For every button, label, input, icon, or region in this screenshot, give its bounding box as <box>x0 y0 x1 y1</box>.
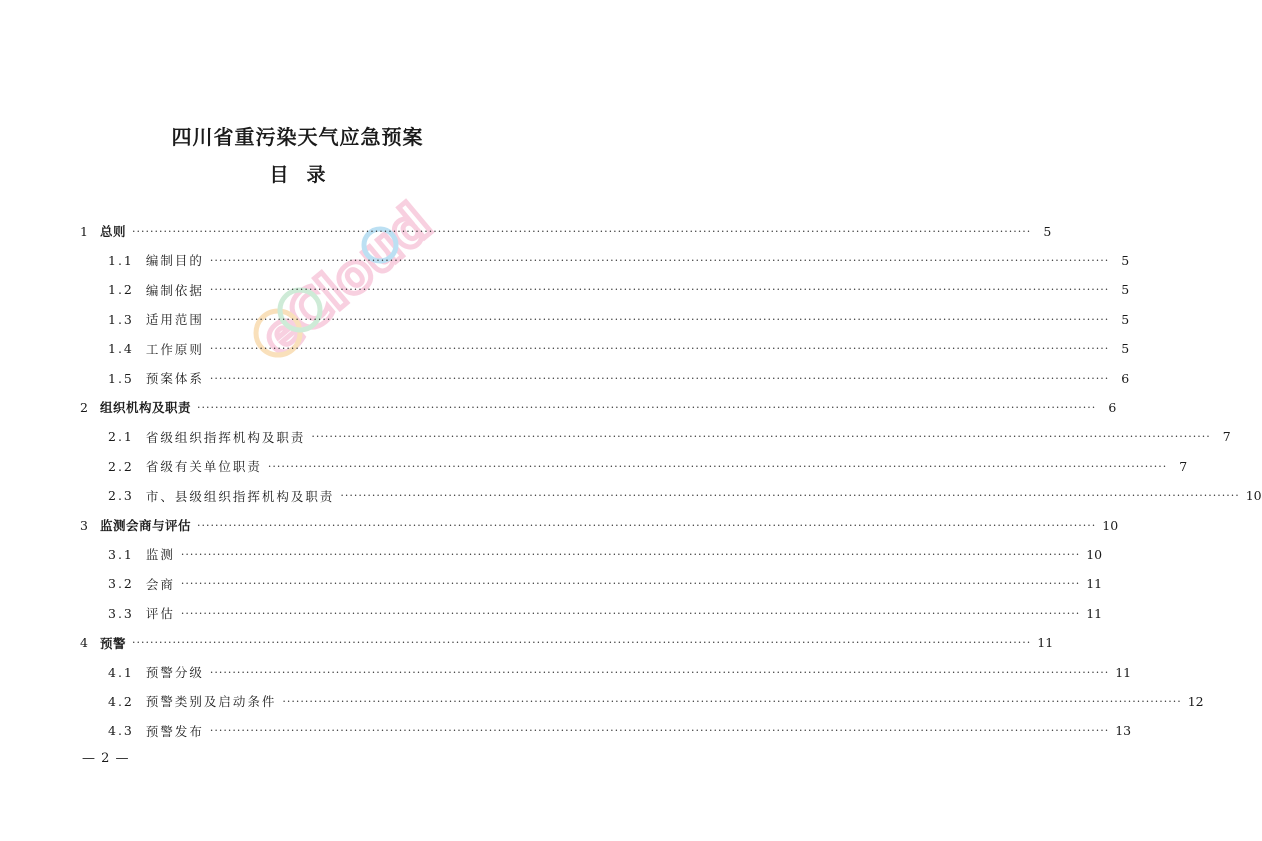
toc-entry-page: 5 <box>1121 282 1130 298</box>
toc-entry-number: 2.2 <box>108 458 134 474</box>
toc-entry-page: 10 <box>1086 546 1103 562</box>
page-title: 四川省重污染天气应急预案 <box>171 125 424 149</box>
toc-entry-label: 组织机构及职责 <box>99 400 191 416</box>
toc-entry-page: 6 <box>1108 399 1117 415</box>
toc-entry-page: 13 <box>1115 723 1132 739</box>
toc-entry <box>108 543 1103 565</box>
toc-entry-label: 评估 <box>145 606 175 622</box>
toc-entry-label: 预案体系 <box>145 371 204 386</box>
toc-dot-leader: ········································································································································································································ <box>340 489 1240 503</box>
toc-entry-page: 7 <box>1179 458 1188 474</box>
page-number-footer: — 2 — <box>82 751 130 766</box>
toc-entry-number: 2.1 <box>108 429 134 445</box>
toc-entry-number: 4.2 <box>108 693 134 709</box>
toc-entry-label: 工作原则 <box>145 341 204 357</box>
toc-entry-label: 预警 <box>99 635 126 651</box>
toc-entry <box>108 720 1132 742</box>
toc-entry-number: 2 <box>80 399 90 415</box>
toc-dot-leader: ········································································································································································································ <box>209 283 1110 297</box>
toc-dot-leader: ········································································································································································································ <box>196 400 1097 414</box>
toc-entry-number: 1.1 <box>108 252 134 268</box>
toc-entry-number: 3 <box>80 517 90 533</box>
toc-entry-number: 1.4 <box>108 341 134 357</box>
toc-dot-leader: ········································································································································································································ <box>180 577 1081 591</box>
toc-entry <box>108 279 1130 301</box>
toc-entry <box>108 661 1132 683</box>
watermark-text: eCloud <box>250 193 443 369</box>
toc-entry <box>80 396 1117 418</box>
toc-entry-page: 11 <box>1086 605 1103 621</box>
toc-dot-leader: ········································································································································································································ <box>209 312 1110 326</box>
toc-entry-label: 预警类别及启动条件 <box>145 694 277 710</box>
toc-entry-page: 5 <box>1121 311 1130 327</box>
toc-entry-page: 12 <box>1187 693 1204 709</box>
toc-entry-number: 1 <box>80 223 90 239</box>
toc-entry <box>80 514 1119 536</box>
toc-entry <box>108 573 1103 595</box>
toc-entry-number: 4.3 <box>108 723 134 739</box>
toc-dot-leader: ········································································································································································································ <box>209 724 1110 738</box>
toc-dot-leader: ········································································································································································································ <box>209 665 1110 679</box>
toc-entry <box>108 426 1231 448</box>
toc-heading: 目录 <box>269 164 344 186</box>
toc-entry-label: 省级有关单位职责 <box>145 459 262 475</box>
toc-entry-page: 5 <box>1043 223 1052 239</box>
toc-entry <box>80 632 1054 654</box>
toc-dot-leader: ········································································································································································································ <box>311 430 1211 444</box>
toc-entry <box>80 220 1052 242</box>
toc-dot-leader: ········································································································································································································ <box>131 636 1032 650</box>
toc-entry-label: 市、县级组织指挥机构及职责 <box>145 488 335 504</box>
toc-entry <box>108 485 1262 507</box>
toc-entry-label: 监测 <box>145 547 175 563</box>
toc-dot-leader: ········································································································································································································ <box>209 253 1110 267</box>
toc-entry-number: 3.2 <box>108 576 134 592</box>
toc-entry-page: 11 <box>1086 576 1103 592</box>
toc-dot-leader: ········································································································································································································ <box>267 459 1168 473</box>
toc-entry-page: 5 <box>1121 341 1130 357</box>
toc-entry-page: 6 <box>1121 370 1130 386</box>
toc-entry <box>108 602 1103 624</box>
toc-entry-number: 1.3 <box>108 311 134 327</box>
toc-entry <box>108 455 1188 477</box>
toc-dot-leader: ········································································································································································································ <box>209 342 1110 356</box>
toc-entry-page: 10 <box>1245 488 1262 504</box>
toc-entry-label: 会商 <box>145 576 175 592</box>
toc-dot-leader: ········································································································································································································ <box>209 371 1110 385</box>
toc-entry-label: 适用范围 <box>145 312 204 328</box>
toc-entry-page: 11 <box>1037 635 1054 651</box>
toc-entry <box>108 690 1204 712</box>
toc-entry-label: 预警发布 <box>145 723 204 739</box>
toc-entry-label: 省级组织指挥机构及职责 <box>145 429 306 445</box>
toc-dot-leader: ········································································································································································································ <box>180 547 1081 561</box>
toc-dot-leader: ········································································································································································································ <box>131 224 1032 238</box>
toc-entry <box>108 338 1130 360</box>
toc-entry-number: 2.3 <box>108 488 134 504</box>
toc-entry-page: 7 <box>1222 429 1231 445</box>
toc-entry-number: 3.3 <box>108 605 134 621</box>
toc-entry <box>108 367 1130 389</box>
toc-entry-label: 编制依据 <box>145 282 204 298</box>
toc-entry-label: 预警分级 <box>145 665 204 680</box>
toc-entry-page: 11 <box>1115 664 1132 680</box>
toc-entry-number: 1.5 <box>108 370 134 386</box>
toc-entry-label: 编制目的 <box>145 253 204 269</box>
toc-entry-label: 监测会商与评估 <box>99 518 191 533</box>
toc-entry <box>108 308 1130 330</box>
toc-entry-number: 3.1 <box>108 546 134 562</box>
toc-entry <box>108 249 1130 271</box>
toc-entry-number: 1.2 <box>108 282 134 298</box>
toc-dot-leader: ········································································································································································································ <box>196 518 1097 532</box>
toc-entry-number: 4.1 <box>108 664 134 680</box>
toc-entry-page: 5 <box>1121 252 1130 268</box>
toc-dot-leader: ········································································································································································································ <box>282 694 1182 708</box>
toc-entry-page: 10 <box>1102 517 1119 533</box>
toc-dot-leader: ········································································································································································································ <box>180 606 1081 620</box>
toc-entry-number: 4 <box>80 635 90 651</box>
toc-entry-label: 总则 <box>99 224 126 239</box>
